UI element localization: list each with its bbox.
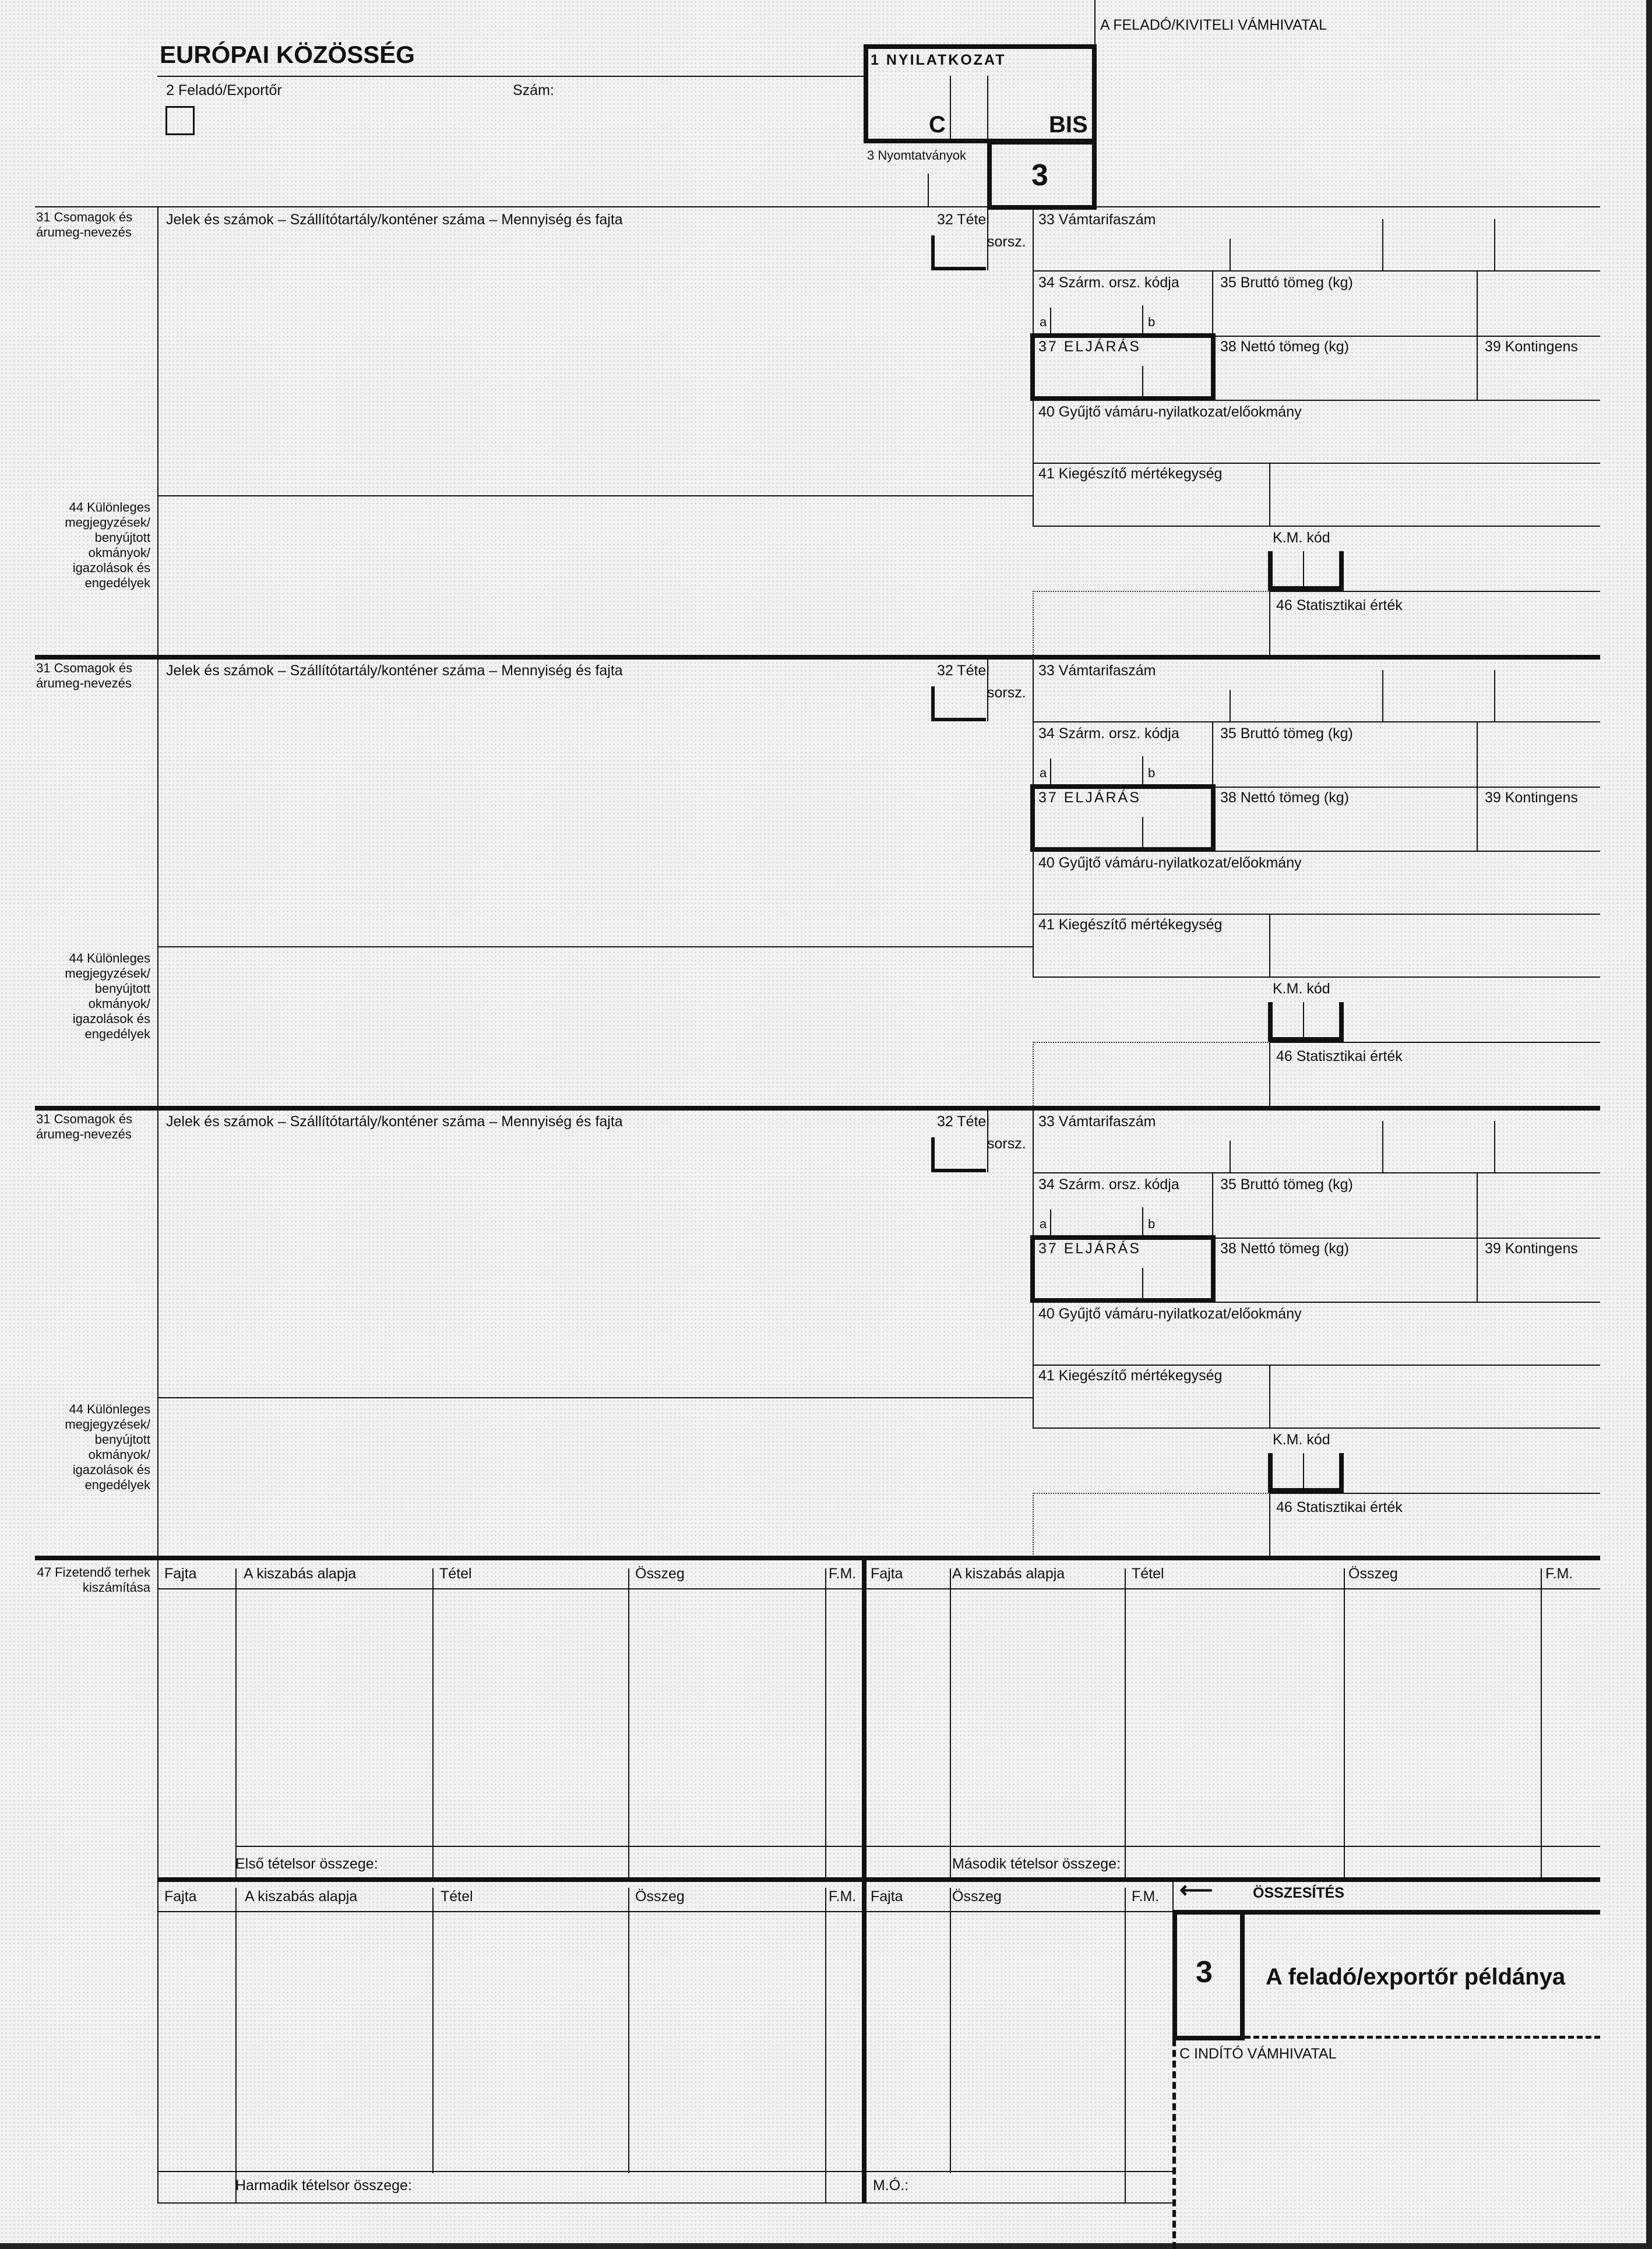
box47-label: 47 Fizetendő terhek kiszámítása (37, 1565, 150, 1595)
box33-tick (1230, 690, 1231, 722)
box1-label: 1 NYILATKOZAT (871, 52, 1006, 68)
subtotal-rule (235, 1846, 1600, 1847)
km-label: K.M. kód (1273, 981, 1330, 997)
copy-number: 3 (1196, 1955, 1213, 1989)
km-field[interactable] (1268, 551, 1344, 591)
km-label: K.M. kód (1273, 530, 1330, 546)
box39-label: 39 Kontingens (1485, 789, 1578, 806)
rule-34 (1033, 1172, 1600, 1173)
box32-divider (987, 657, 988, 721)
col-fajta-3: Fajta (164, 1888, 197, 1905)
box3-label: 3 Nyomtatványok (867, 148, 966, 163)
community-title: EURÓPAI KÖZÖSSÉG (160, 41, 415, 68)
box37-tick (1142, 366, 1143, 399)
header-rule (157, 76, 864, 77)
osszesites-label: ÖSSZESÍTÉS (1253, 1885, 1344, 1901)
box31-label: 31 Csomagok és árumeg-nevezés (36, 1112, 133, 1141)
rule-41 (1033, 914, 1600, 915)
box1-sub-divider (950, 76, 951, 143)
left-column-rule (157, 206, 158, 655)
box34-tick (1142, 305, 1143, 336)
box46-divider (1269, 1042, 1270, 1106)
rule-46-dotted-v (1033, 1042, 1034, 1106)
rule-38 (1212, 1238, 1600, 1239)
rule-38 (1212, 787, 1600, 788)
box37-label: 37 ELJÁRÁS (1038, 339, 1141, 355)
box40-label: 40 Gyűjtő vámáru-nyilatkozat/előokmány (1038, 404, 1302, 420)
rule-46-dotted-v (1033, 591, 1034, 655)
box33-tick (1494, 670, 1495, 721)
box41-divider (1269, 914, 1270, 977)
box-c-label: C INDÍTÓ VÁMHIVATAL (1179, 2046, 1337, 2062)
box32-divider (987, 206, 988, 270)
rule-46 (1269, 1042, 1600, 1043)
szam-label: Szám: (513, 82, 554, 98)
col-fm-3: F.M. (829, 1888, 857, 1905)
item-top-rule (35, 655, 1600, 660)
rule-46 (1269, 591, 1600, 592)
box37-tick (1142, 817, 1143, 849)
box34-tick (1142, 1207, 1143, 1238)
box32-sorsz: sorsz. (987, 1136, 1026, 1152)
box-a-label: A FELADÓ/KIVITELI VÁMHIVATAL (1100, 17, 1327, 33)
left-column-rule (157, 1108, 158, 1557)
box34-label: 34 Szárm. orsz. kódja (1038, 274, 1179, 291)
item-top-rule (35, 206, 1600, 207)
box41-label: 41 Kiegészítő mértékegység (1038, 1367, 1223, 1384)
box32-field[interactable] (931, 1137, 986, 1172)
rule-34 (1033, 270, 1600, 272)
copy-dashed-rule (1245, 2036, 1600, 2039)
box3-value: 3 (1031, 158, 1048, 192)
box32-sorsz: sorsz. (987, 234, 1026, 250)
km-label: K.M. kód (1273, 1432, 1330, 1448)
box33-tick (1494, 219, 1495, 270)
box31-label: 31 Csomagok és árumeg-nevezés (36, 210, 133, 239)
box46-label: 46 Statisztikai érték (1276, 1048, 1403, 1064)
rule-40 (1033, 851, 1600, 852)
box44-label: 44 Különleges megjegyzések/ benyújtott okmányok/ igazolások és engedélyek (65, 1402, 150, 1492)
box-c-dashed-divider (1172, 2039, 1176, 2249)
box39-divider (1477, 721, 1478, 851)
rule-km (1033, 977, 1600, 978)
km-tick (1303, 1453, 1304, 1488)
box44-label: 44 Különleges megjegyzések/ benyújtott okmányok/ igazolások és engedélyek (65, 500, 150, 590)
box37-label: 37 ELJÁRÁS (1038, 1240, 1141, 1257)
rule-40 (1033, 1302, 1600, 1303)
box32-label: 32 Tétel (937, 1113, 989, 1130)
col-tetel-3: Tétel (441, 1888, 473, 1905)
box46-divider (1269, 591, 1270, 655)
first-total-label: Első tételsor összege: (235, 1856, 378, 1872)
box33-label: 33 Vámtarifaszám (1038, 662, 1156, 679)
box39-label: 39 Kontingens (1485, 339, 1578, 355)
col-tetel-2: Tétel (1132, 1566, 1164, 1582)
box34-tick (1050, 759, 1051, 787)
rule-44 (157, 1397, 1033, 1398)
box34-label: 34 Szárm. orsz. kódja (1038, 1176, 1179, 1193)
box34-b: b (1148, 1217, 1156, 1231)
box34-label: 34 Szárm. orsz. kódja (1038, 725, 1179, 742)
box39-label: 39 Kontingens (1485, 1240, 1578, 1257)
col-divider (1541, 1568, 1542, 1880)
box32-divider (987, 1108, 988, 1172)
col-divider (628, 1568, 629, 1880)
third-total-rule (157, 2171, 1175, 2172)
box33-label: 33 Vámtarifaszám (1038, 211, 1156, 228)
col-fm-4: F.M. (1132, 1888, 1160, 1905)
box34-a: a (1040, 766, 1047, 780)
rule-46 (1269, 1493, 1600, 1494)
box44-label: 44 Különleges megjegyzések/ benyújtott okmányok/ igazolások és engedélyek (65, 951, 150, 1041)
box32-field[interactable] (931, 686, 986, 721)
lower-header-rule (157, 1911, 1175, 1912)
rule-44 (157, 495, 1033, 496)
col-tetel: Tétel (439, 1566, 472, 1582)
box41-label: 41 Kiegészítő mértékegység (1038, 466, 1223, 482)
left-column-rule (157, 657, 158, 1106)
box33-tick (1230, 1141, 1231, 1173)
item-top-rule (35, 1106, 1600, 1111)
box34-tick (1050, 1210, 1051, 1238)
col-fm-2: F.M. (1545, 1566, 1573, 1582)
box33-tick (1494, 1121, 1495, 1172)
col-divider (950, 1568, 951, 1880)
col-osszeg-2: Összeg (1348, 1566, 1398, 1582)
box41-divider (1269, 1365, 1270, 1427)
box35-label: 35 Bruttó tömeg (kg) (1220, 274, 1353, 291)
col-divider (1125, 1568, 1126, 1880)
copy-title: A feladó/exportőr példánya (1266, 1964, 1566, 1990)
mo-label: M.Ó.: (873, 2177, 909, 2194)
box46-divider (1269, 1493, 1270, 1557)
arrow-left-icon: ⟵ (1179, 1877, 1213, 1903)
rule-44 (157, 946, 1033, 947)
col-divider (1344, 1568, 1345, 1880)
col-divider (628, 1888, 629, 2173)
km-field[interactable] (1268, 1453, 1344, 1493)
box37-tick (1142, 1268, 1143, 1300)
rule-46-dotted-v (1033, 1493, 1034, 1557)
box38-label: 38 Nettó tömeg (kg) (1220, 789, 1349, 806)
col-divider (235, 1568, 237, 1880)
box33-label: 33 Vámtarifaszám (1038, 1113, 1156, 1130)
box34-a: a (1040, 1217, 1047, 1231)
box34-b: b (1148, 315, 1156, 329)
col-divider (432, 1888, 434, 2173)
rule-46-dotted (1033, 591, 1270, 592)
rule-40 (1033, 400, 1600, 401)
second-total-label: Második tételsor összege: (952, 1856, 1121, 1872)
lower-table-rule (157, 1877, 1600, 1882)
box41-label: 41 Kiegészítő mértékegység (1038, 916, 1223, 933)
box33-tick (1382, 670, 1383, 721)
box31-description: Jelek és számok – Szállítótartály/konténer száma – Mennyiség és fajta (166, 1113, 623, 1130)
rule-41 (1033, 463, 1600, 464)
col-fajta-2: Fajta (871, 1566, 903, 1582)
col-divider (825, 1888, 826, 2202)
box38-label: 38 Nettó tömeg (kg) (1220, 339, 1349, 355)
col-fajta: Fajta (164, 1566, 197, 1582)
km-tick (1303, 1002, 1304, 1037)
box33-tick (1382, 219, 1383, 270)
box41-divider (1269, 463, 1270, 526)
km-tick (1303, 551, 1304, 586)
box40-label: 40 Gyűjtő vámáru-nyilatkozat/előokmány (1038, 1306, 1302, 1322)
box35-label: 35 Bruttó tömeg (kg) (1220, 725, 1353, 742)
exporter-checkbox[interactable] (165, 106, 195, 135)
box3-tick (928, 174, 929, 207)
box34-tick (1050, 308, 1051, 336)
col-osszeg: Összeg (635, 1566, 685, 1582)
box39-divider (1477, 1172, 1478, 1302)
box1-c: C (929, 112, 946, 138)
rule-46-dotted (1033, 1493, 1270, 1494)
box32-sorsz: sorsz. (987, 685, 1026, 701)
col-divider (825, 1568, 826, 1880)
col-fm: F.M. (829, 1566, 857, 1582)
box33-tick (1382, 1121, 1383, 1172)
rule-38 (1212, 336, 1600, 337)
rule-46-dotted (1033, 1042, 1270, 1043)
box38-label: 38 Nettó tömeg (kg) (1220, 1240, 1349, 1257)
col-divider (432, 1568, 434, 1880)
box37-label: 37 ELJÁRÁS (1038, 789, 1141, 806)
box40-label: 40 Gyűjtő vámáru-nyilatkozat/előokmány (1038, 855, 1302, 871)
box35-label: 35 Bruttó tömeg (kg) (1220, 1176, 1353, 1193)
box46-label: 46 Statisztikai érték (1276, 597, 1403, 614)
box32-label: 32 Tétel (937, 662, 989, 679)
rule-km (1033, 1427, 1600, 1429)
col-divider (235, 1888, 237, 2202)
col-osszeg-3: Összeg (635, 1888, 685, 1905)
summary-divider (1172, 1880, 1174, 1915)
box34-tick (1142, 756, 1143, 787)
col-alap-2: A kiszabás alapja (952, 1566, 1065, 1582)
third-total-label: Harmadik tételsor összege: (235, 2177, 412, 2194)
rule-41 (1033, 1365, 1600, 1366)
col-divider (1125, 1888, 1126, 2202)
col-fajta-4: Fajta (871, 1888, 903, 1905)
charges-bottom-rule (157, 2202, 1175, 2204)
box33-tick (1230, 239, 1231, 272)
box31-description: Jelek és számok – Szállítótartály/konténer száma – Mennyiség és fajta (166, 211, 623, 228)
box1-bis: BIS (1049, 112, 1088, 138)
km-field[interactable] (1268, 1002, 1344, 1042)
box32-field[interactable] (931, 235, 986, 270)
box46-label: 46 Statisztikai érték (1276, 1499, 1403, 1515)
col-divider (950, 1888, 951, 2173)
box34-a: a (1040, 315, 1047, 329)
box2-label: 2 Feladó/Exportőr (166, 82, 282, 98)
rule-km (1033, 526, 1600, 527)
col-osszeg-4: Összeg (952, 1888, 1002, 1905)
col-alap-3: A kiszabás alapja (245, 1888, 358, 1905)
box39-divider (1477, 270, 1478, 400)
charges-top-rule (35, 1556, 1600, 1560)
charges-header-rule (157, 1588, 1600, 1589)
col-alap: A kiszabás alapja (244, 1566, 357, 1582)
box1-sub-divider (987, 76, 988, 143)
box31-label: 31 Csomagok és árumeg-nevezés (36, 661, 133, 690)
box31-description: Jelek és számok – Szállítótartály/konténer száma – Mennyiség és fajta (166, 662, 623, 679)
rule-34 (1033, 721, 1600, 722)
box32-label: 32 Tétel (937, 211, 989, 228)
box34-b: b (1148, 766, 1156, 780)
